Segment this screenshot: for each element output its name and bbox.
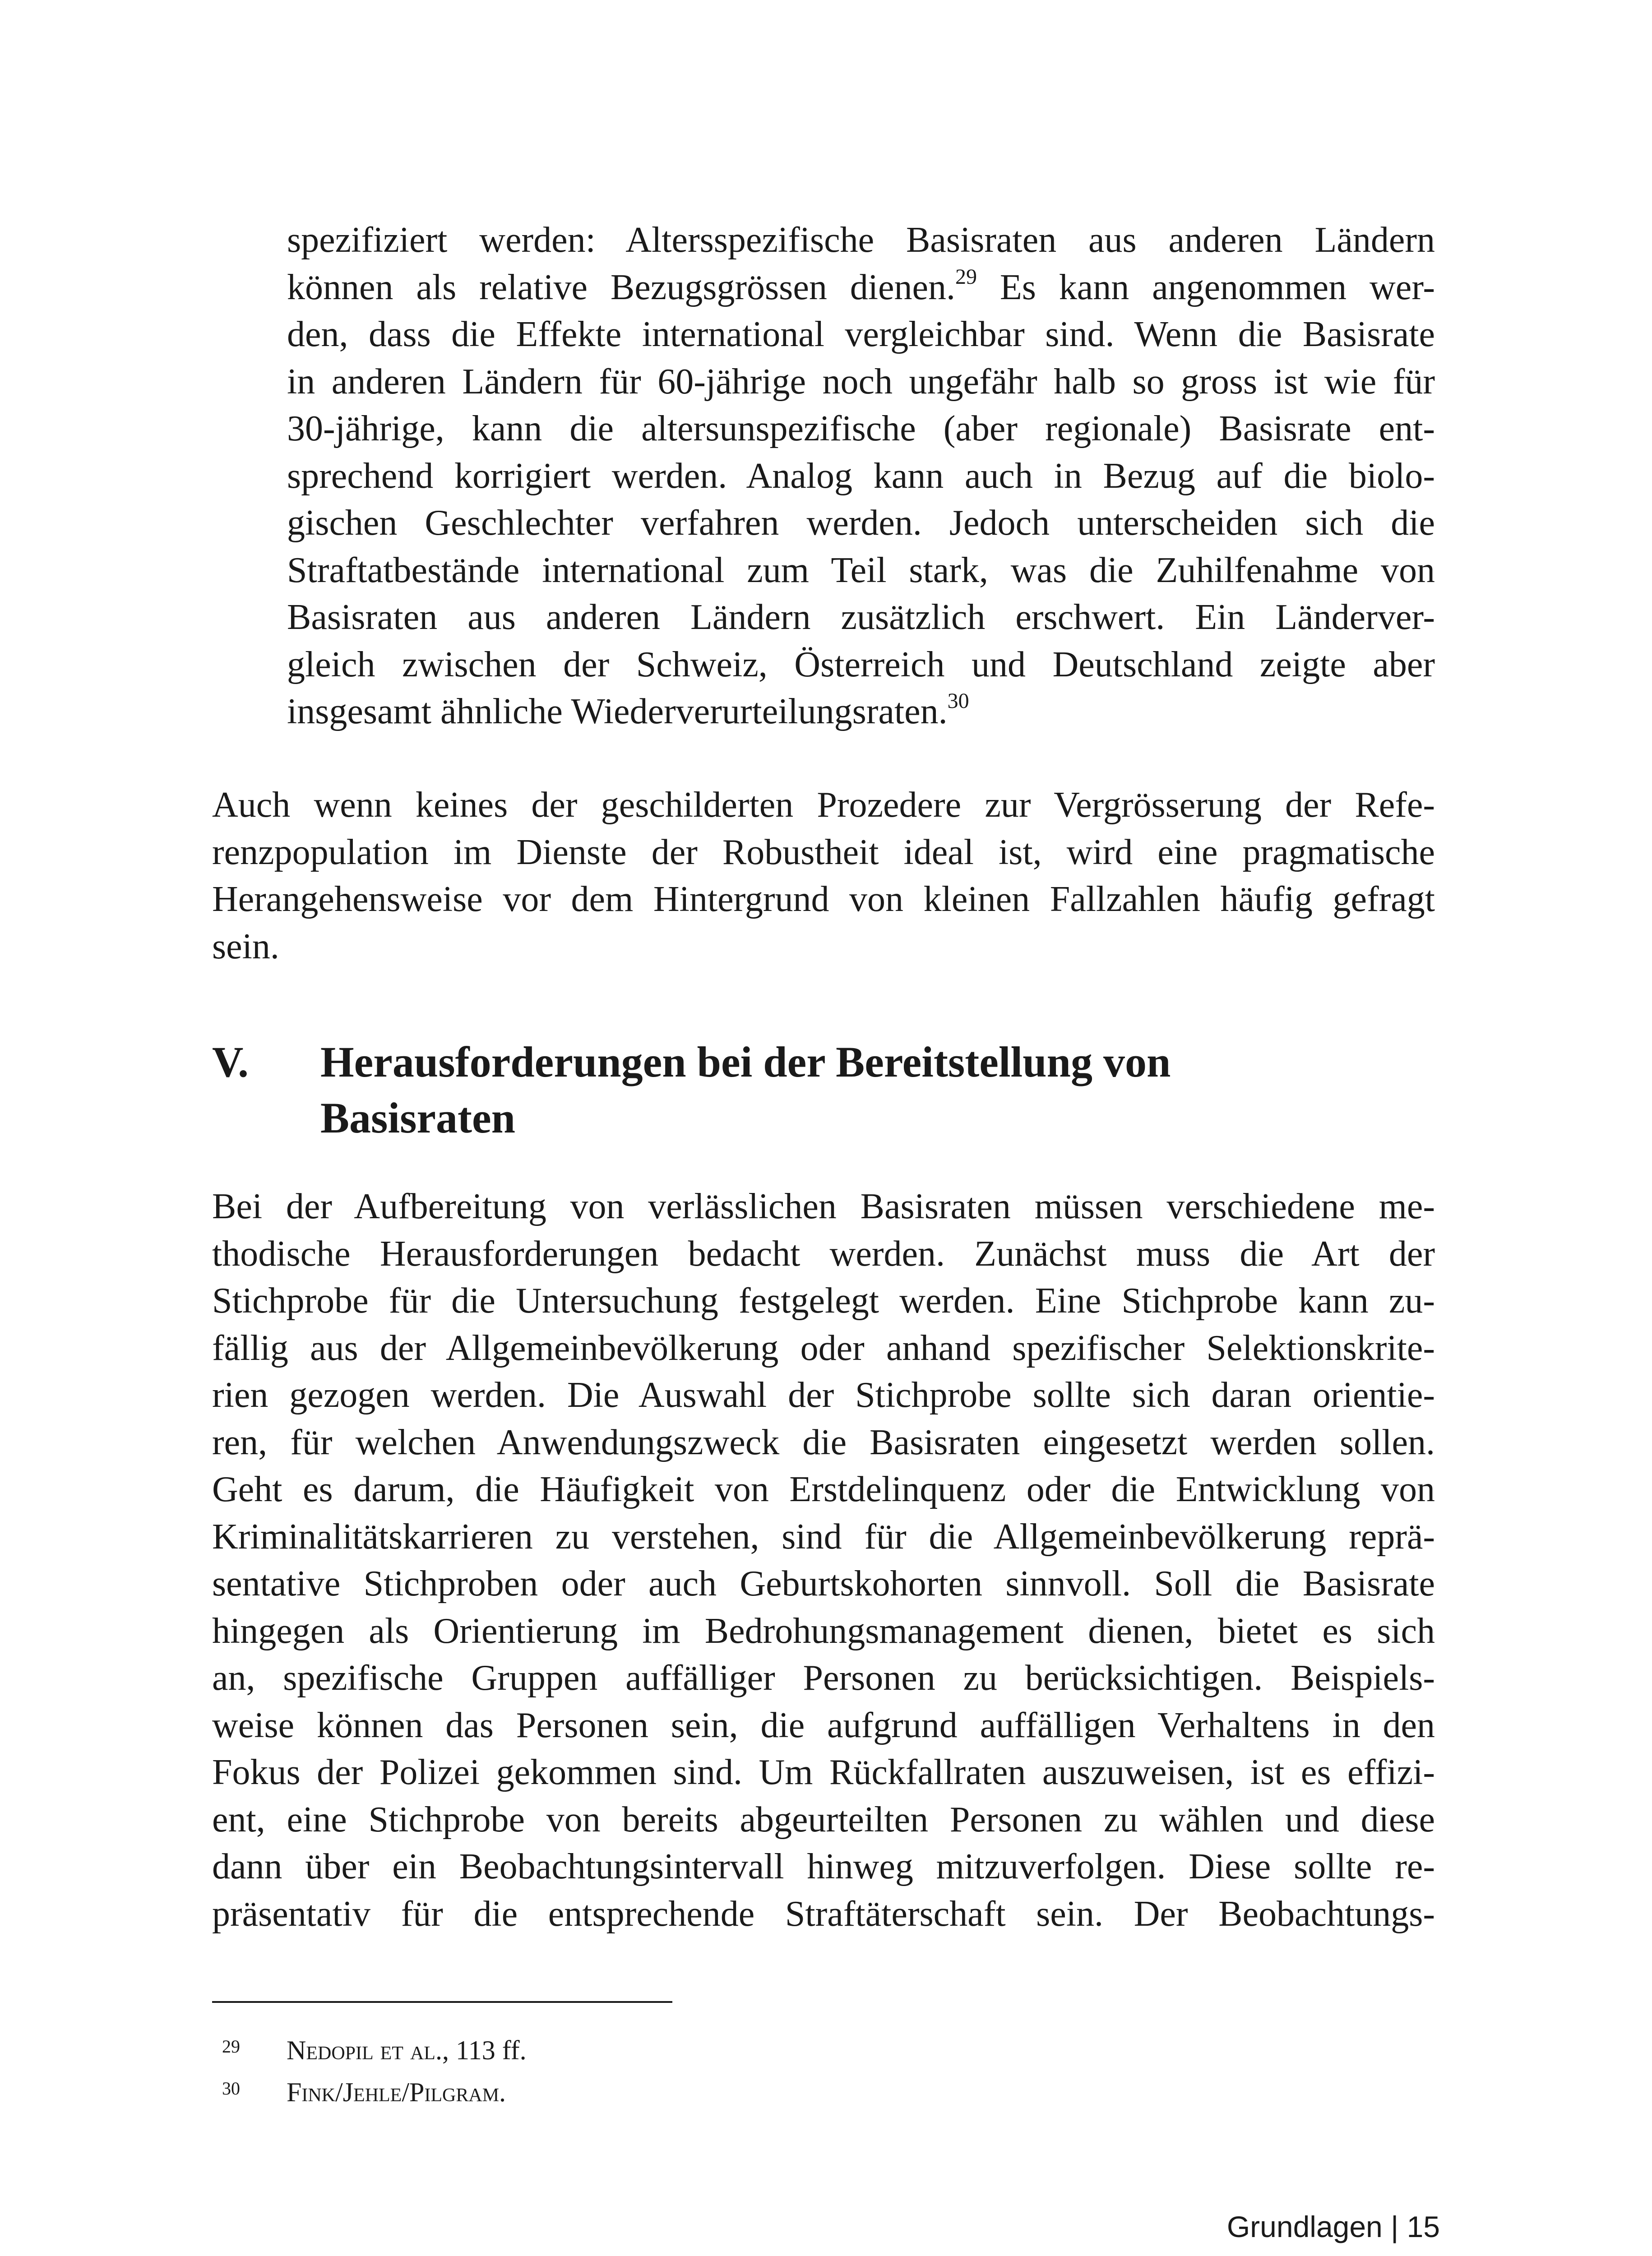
footnote-rest: . [499,2077,506,2107]
footnote-text [287,2074,506,2110]
footnote-text [287,2032,527,2068]
text-line: sein. [212,926,279,966]
text-line: dann über ein Beobachtungsintervall hinweg mitzuverfolgen. Diese sollte re- [212,1847,1435,1886]
text-line: 30-jährige, kann die altersunspezifische (aber regionale) Basisrate ent- [287,409,1435,448]
text-line: an, spezifische Gruppen auffälliger Personen zu berücksichtigen. Beispiels- [212,1658,1435,1698]
text-line: rien gezogen werden. Die Auswahl der Stichprobe sollte sich daran orientie- [212,1375,1435,1415]
footnote-author: Nedopil et al. [287,2035,442,2065]
footnote-number: 29 [222,2036,240,2057]
text-line [287,264,1435,311]
text-line: hingegen als Orientierung im Bedrohungsmanagement dienen, bietet es sich [212,1611,1435,1651]
text-line: renzpopulation im Dienste der Robustheit ideal ist, wird eine pragmatische [212,832,1435,872]
text-line: gischen Geschlechter verfahren werden. Jedoch unterscheiden sich die [287,503,1435,543]
section-title [320,1034,1435,1146]
text-line: spezifiziert werden: Altersspezifische Basisraten aus anderen Ländern [287,220,1435,260]
footnote-author: Fink/Jehle/Pilgram [287,2077,500,2107]
text-line: thodische Herausforderungen bedacht werden. Zunächst muss die Art der [212,1234,1435,1274]
footnote-separator [212,2001,672,2003]
text-segment: insgesamt ähnliche Wiederverurteilungsraten. [287,692,948,731]
text-line: ent, eine Stichprobe von bereits abgeurteilten Personen zu wählen und diese [212,1799,1435,1840]
text-line: den, dass die Effekte international vergleichbar sind. Wenn die Basisrate [287,314,1435,354]
text-line: sentative Stichproben oder auch Geburtskohorten sinnvoll. Soll die Basisrate [212,1564,1435,1604]
section-number: V. [212,1038,249,1086]
text-line: Geht es darum, die Häufigkeit von Erstdelinquenz oder die Entwicklung von [212,1470,1435,1509]
text-line [287,688,1435,735]
text-line: fällig aus der Allgemeinbevölkerung oder anhand spezifischer Selektionskrite- [212,1328,1435,1368]
section-body-paragraph [212,1183,1435,1937]
text-line: weise können das Personen sein, die aufgrund auffälligen Verhaltens in den [212,1705,1435,1745]
section-title-line: Herausforderungen bei der Bereitstellung von [320,1038,1171,1086]
text-line: Straftatbestände international zum Teil stark, was die Zuhilfenahme von [287,550,1435,590]
text-line: gleich zwischen der Schweiz, Österreich und Deutschland zeigte aber [287,644,1435,684]
body-paragraph [212,781,1435,970]
text-line: sprechend korrigiert werden. Analog kann auch in Bezug auf die biolo- [287,456,1435,496]
indented-text-block [287,217,1435,735]
section-title-line: Basisraten [320,1094,515,1142]
footnote-number: 30 [222,2078,240,2099]
text-line: Auch wenn keines der geschilderten Prozedere zur Vergrösserung der Refe- [212,785,1435,825]
text-line: Herangehensweise vor dem Hintergrund von kleinen Fallzahlen häufig gefragt [212,879,1435,919]
footnote-rest: , 113 ff. [442,2035,527,2065]
footnote-ref-29: 29 [955,264,977,289]
text-line: Stichprobe für die Untersuchung festgelegt werden. Eine Stichprobe kann zu- [212,1281,1435,1321]
footnote-ref-30: 30 [947,689,969,713]
page-footer: Grundlagen | 15 [1226,2210,1440,2243]
text-line: in anderen Ländern für 60-jährige noch ungefähr halb so gross ist wie für [287,361,1435,402]
text-line: Bei der Aufbereitung von verlässlichen Basisraten müssen verschiedene me- [212,1187,1435,1226]
text-line: Basisraten aus anderen Ländern zusätzlich erschwert. Ein Länderver- [287,597,1435,637]
text-line: Kriminalitätskarrieren zu verstehen, sind für die Allgemeinbevölkerung reprä- [212,1516,1435,1557]
text-segment: können als relative Bezugsgrössen dienen. [287,267,955,307]
text-line: ren, für welchen Anwendungszweck die Basisraten eingesetzt werden sollen. [212,1422,1435,1462]
text-line: präsentativ für die entsprechende Straftäterschaft sein. Der Beobachtungs- [212,1894,1435,1934]
text-segment: Es kann angenommen wer- [976,267,1435,307]
text-line: Fokus der Polizei gekommen sind. Um Rückfallraten auszuweisen, ist es effizi- [212,1752,1435,1792]
